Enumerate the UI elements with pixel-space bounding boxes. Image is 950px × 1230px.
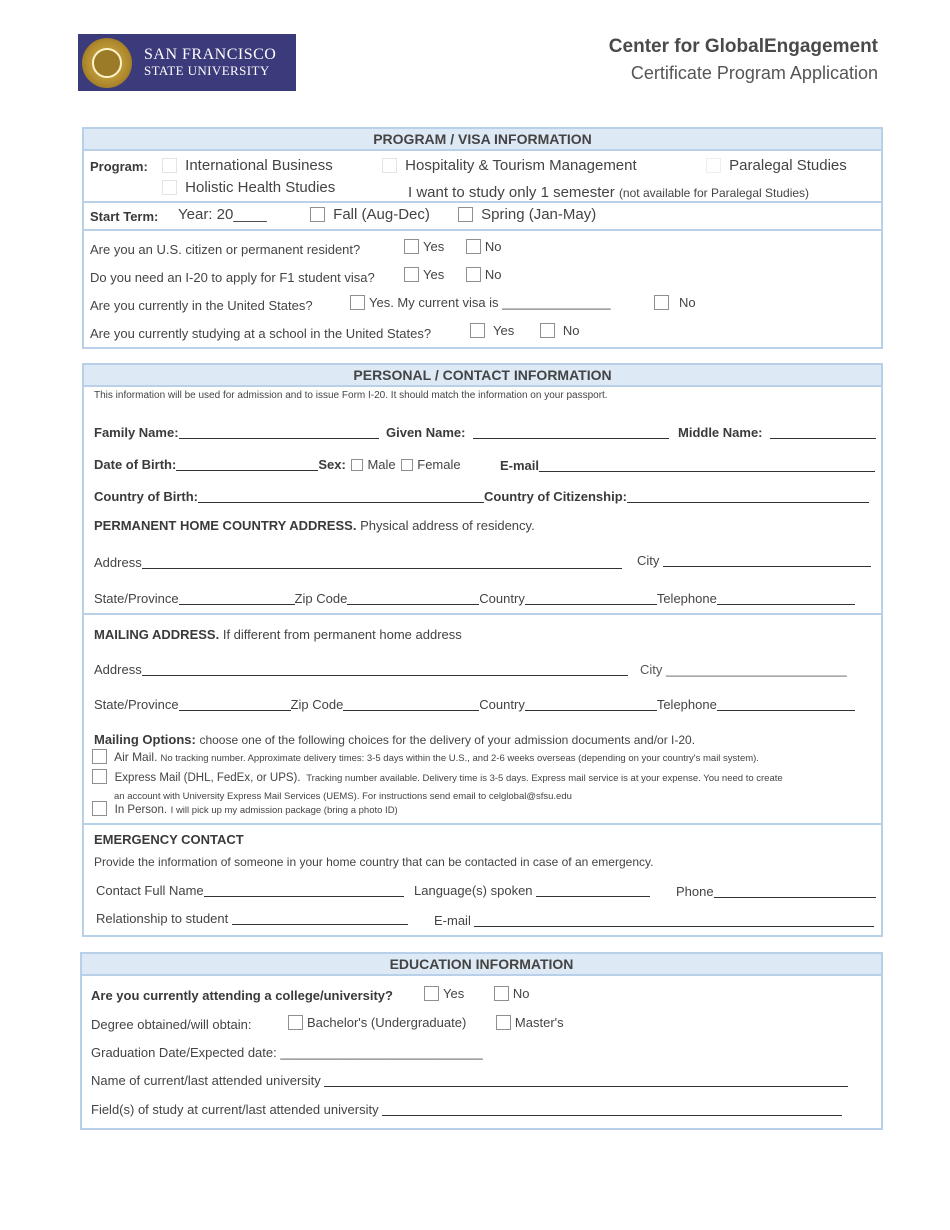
spring-label: Spring (Jan-May): [481, 206, 597, 223]
country-citizenship-field[interactable]: [627, 491, 869, 503]
express-mail-desc-2: an account with University Express Mail Services (UEMS). For instructions send email to celglobal@sfsu.edu: [114, 791, 572, 802]
attending-question: Are you currently attending a college/university?: [91, 988, 393, 1003]
program-visa-section: [82, 127, 883, 349]
country-birth-field[interactable]: [198, 491, 484, 503]
mail-address-label: Address: [94, 662, 142, 677]
start-term-label: Start Term:: [90, 209, 159, 224]
studying-no-checkbox[interactable]: [540, 323, 555, 338]
in-person-title: In Person.: [114, 804, 168, 816]
male-label: Male: [367, 457, 396, 472]
sex-label: Sex:: [318, 457, 346, 472]
relationship-label: Relationship to student: [96, 911, 229, 926]
personal-contact-section: [82, 363, 883, 937]
bachelor-checkbox[interactable]: [288, 1015, 303, 1030]
mail-country-label: Country: [479, 697, 525, 712]
attending-yes-label: Yes: [443, 986, 465, 1001]
in-us-yes-label: Yes. My current visa is _______________: [369, 295, 611, 310]
contact-name-field[interactable]: [204, 885, 404, 897]
given-name-label: Given Name:: [386, 425, 466, 440]
mailing-address-subtitle: If different from permanent home address: [222, 627, 462, 642]
email-label: E-mail: [500, 458, 540, 473]
degree-label: Degree obtained/will obtain:: [91, 1017, 252, 1032]
attending-no-label: No: [512, 986, 530, 1001]
mailing-options-title: Mailing Options:: [94, 732, 196, 747]
contact-name-label: Contact Full Name: [96, 883, 204, 898]
mail-telephone-label: Telephone: [656, 697, 717, 712]
relationship-field[interactable]: [232, 913, 408, 925]
logo-line-2: STATE UNIVERSITY: [144, 63, 270, 79]
one-semester-note: (not available for Paralegal Studies): [618, 186, 810, 200]
family-name-field[interactable]: [179, 427, 379, 439]
air-mail-checkbox[interactable]: [92, 749, 107, 764]
in-us-no-checkbox[interactable]: [654, 295, 669, 310]
attending-yes-checkbox[interactable]: [424, 986, 439, 1001]
section-heading: PERSONAL / CONTACT INFORMATION: [84, 365, 881, 387]
mail-zip-field[interactable]: [343, 699, 479, 711]
perm-telephone-field[interactable]: [717, 593, 855, 605]
perm-zip-field[interactable]: [347, 593, 479, 605]
citizen-no-checkbox[interactable]: [466, 239, 481, 254]
holistic-label: Holistic Health Studies: [185, 179, 336, 196]
university-logo: [78, 34, 296, 91]
citizen-question: Are you an U.S. citizen or permanent resident?: [90, 242, 361, 257]
mailing-options-subtitle: choose one of the following choices for the delivery of your admission documents and/or I-20.: [199, 733, 696, 747]
field-of-study-field[interactable]: [382, 1104, 842, 1116]
citizen-no-label: No: [484, 239, 502, 254]
in-person-desc: I will pick up my admission package (bring a photo ID): [170, 805, 398, 816]
paralegal-checkbox[interactable]: [706, 158, 721, 173]
education-section: [80, 952, 883, 1130]
middle-name-label: Middle Name:: [678, 425, 763, 440]
express-mail-desc: Tracking number available. Delivery time is 3-5 days. Express mail service is at your expense. You need to create: [306, 773, 783, 784]
emergency-email-field[interactable]: [474, 915, 874, 927]
mail-city-field[interactable]: City _________________________: [640, 662, 847, 677]
holistic-checkbox[interactable]: [162, 180, 177, 195]
one-semester-label: I want to study only 1 semester: [408, 184, 615, 201]
perm-address-title: PERMANENT HOME COUNTRY ADDRESS.: [94, 518, 357, 533]
perm-city-label: City: [637, 553, 660, 568]
start-year-field[interactable]: Year: 20____: [178, 206, 267, 223]
in-us-yes-checkbox[interactable]: [350, 295, 365, 310]
spring-checkbox[interactable]: [458, 207, 473, 222]
dob-label: Date of Birth:: [94, 457, 177, 472]
program-label: Program:: [90, 159, 148, 174]
document-title: Center for GlobalEngagement: [608, 36, 878, 57]
middle-name-field[interactable]: [770, 427, 876, 439]
i20-yes-label: Yes: [423, 267, 445, 282]
perm-state-label: State/Province: [94, 591, 179, 606]
current-univ-label: Name of current/last attended university: [91, 1073, 321, 1088]
master-checkbox[interactable]: [496, 1015, 511, 1030]
female-label: Female: [417, 457, 461, 472]
languages-field[interactable]: [536, 885, 650, 897]
i20-no-label: No: [484, 267, 502, 282]
given-name-field[interactable]: [473, 427, 669, 439]
express-mail-checkbox[interactable]: [92, 769, 107, 784]
emergency-email-label: E-mail: [434, 913, 471, 928]
country-birth-label: Country of Birth:: [94, 489, 198, 504]
intl-business-checkbox[interactable]: [162, 158, 177, 173]
emergency-contact-title: EMERGENCY CONTACT: [94, 832, 244, 847]
university-seal-icon: [82, 38, 132, 88]
mail-state-field[interactable]: [179, 699, 291, 711]
family-name-label: Family Name:: [94, 425, 179, 440]
current-univ-field[interactable]: [324, 1075, 848, 1087]
perm-city-field[interactable]: [663, 555, 871, 567]
mail-country-field[interactable]: [525, 699, 657, 711]
perm-telephone-label: Telephone: [656, 591, 717, 606]
bachelor-label: Bachelor's (Undergraduate): [307, 1015, 467, 1030]
phone-label: Phone: [676, 884, 714, 899]
paralegal-label: Paralegal Studies: [729, 157, 847, 174]
email-field[interactable]: [539, 460, 875, 472]
grad-date-field[interactable]: Graduation Date/Expected date: ____________________________: [91, 1045, 483, 1060]
field-of-study-label: Field(s) of study at current/last attended university: [91, 1102, 379, 1117]
in-us-no-label: No: [679, 295, 696, 310]
i20-no-checkbox[interactable]: [466, 267, 481, 282]
mailing-address-title: MAILING ADDRESS.: [94, 627, 220, 642]
dob-field[interactable]: [176, 459, 318, 471]
perm-address-subtitle: Physical address of residency.: [360, 518, 535, 533]
fall-checkbox[interactable]: [310, 207, 325, 222]
in-us-question: Are you currently in the United States?: [90, 298, 313, 313]
perm-country-field[interactable]: [525, 593, 657, 605]
studying-no-label: No: [562, 323, 580, 338]
fall-label: Fall (Aug-Dec): [333, 206, 430, 223]
mail-telephone-field[interactable]: [717, 699, 855, 711]
document-subtitle: Certificate Program Application: [630, 63, 878, 83]
i20-yes-checkbox[interactable]: [404, 267, 419, 282]
studying-yes-label: Yes: [493, 323, 515, 338]
section-heading: EDUCATION INFORMATION: [82, 954, 881, 976]
country-citizenship-label: Country of Citizenship:: [483, 489, 627, 504]
personal-info-note: This information will be used for admission and to issue Form I-20. It should match the information on your passport.: [94, 390, 608, 401]
master-label: Master's: [514, 1015, 564, 1030]
i20-question: Do you need an I-20 to apply for F1 student visa?: [90, 270, 375, 285]
air-mail-desc: No tracking number. Approximate delivery times: 3-5 days within the U.S., and 2-6 weeks overseas (depending on your country's mail system).: [160, 753, 759, 764]
male-checkbox[interactable]: [351, 459, 363, 471]
hospitality-label: Hospitality & Tourism Management: [405, 157, 637, 174]
section-heading: PROGRAM / VISA INFORMATION: [84, 129, 881, 151]
studying-question: Are you currently studying at a school in the United States?: [90, 326, 432, 341]
female-checkbox[interactable]: [401, 459, 413, 471]
in-person-checkbox[interactable]: [92, 801, 107, 816]
attending-no-checkbox[interactable]: [494, 986, 509, 1001]
express-mail-title: Express Mail (DHL, FedEx, or UPS).: [114, 772, 301, 784]
citizen-yes-label: Yes: [423, 239, 445, 254]
perm-zip-label: Zip Code: [294, 591, 348, 606]
citizen-yes-checkbox[interactable]: [404, 239, 419, 254]
perm-address-field[interactable]: [142, 557, 622, 569]
intl-business-label: International Business: [185, 157, 333, 174]
hospitality-checkbox[interactable]: [382, 158, 397, 173]
air-mail-title: Air Mail.: [114, 750, 158, 764]
logo-line-1: SAN FRANCISCO: [144, 46, 277, 64]
mail-state-label: State/Province: [94, 697, 179, 712]
perm-country-label: Country: [479, 591, 525, 606]
emergency-contact-subtitle: Provide the information of someone in your home country that can be contacted in case of an emergency.: [94, 855, 654, 869]
mail-zip-label: Zip Code: [290, 697, 344, 712]
languages-label: Language(s) spoken: [414, 883, 533, 898]
perm-address-label: Address: [94, 555, 142, 570]
perm-state-field[interactable]: [179, 593, 295, 605]
document-header: [609, 36, 878, 84]
studying-yes-checkbox[interactable]: [470, 323, 485, 338]
phone-field[interactable]: [714, 886, 876, 898]
mail-address-field[interactable]: [142, 664, 628, 676]
